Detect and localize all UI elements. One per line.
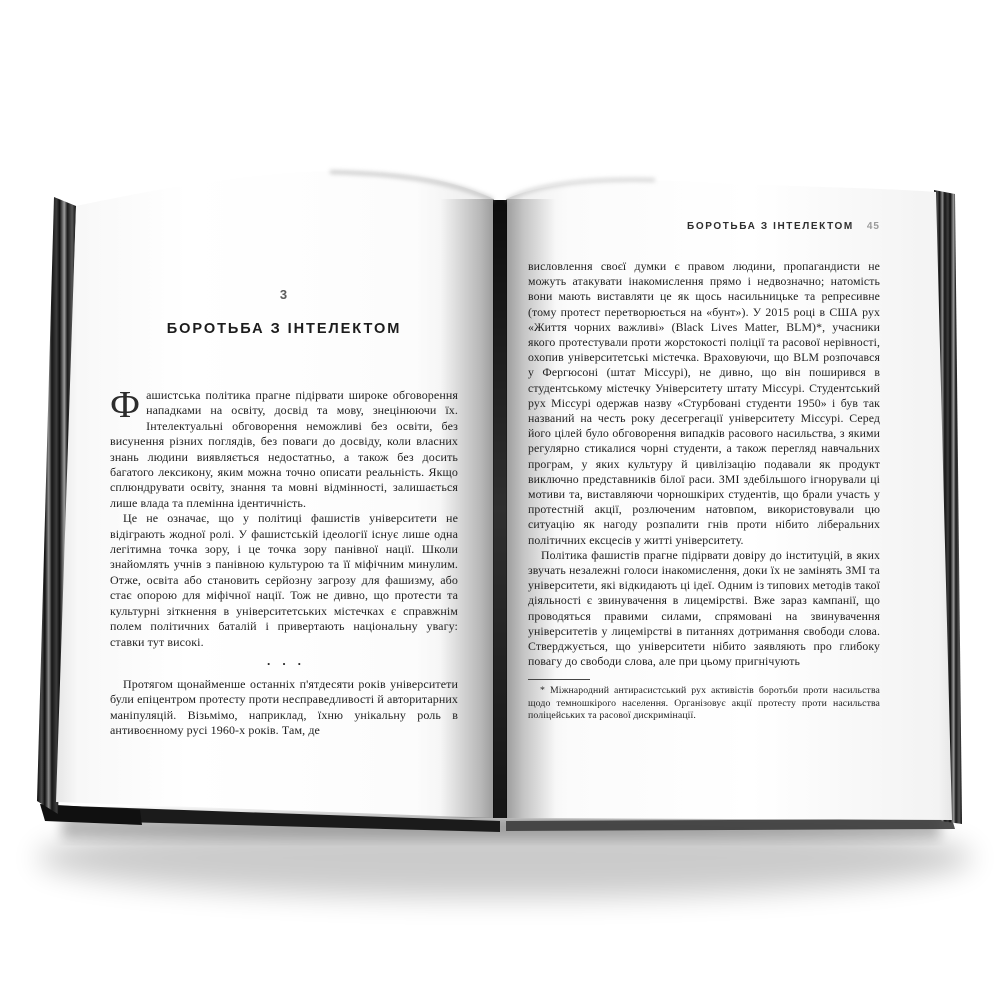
right-page-body xyxy=(528,259,880,669)
page-number: 45 xyxy=(866,221,880,232)
running-header-title: БОРОТЬБА З ІНТЕЛЕКТОМ xyxy=(687,221,854,232)
drop-cap-letter: Ф xyxy=(110,384,141,426)
paragraph xyxy=(110,384,458,511)
paragraph: висловлення своєї думки є правом людини, пропагандисти не можуть атакувати інакомислення прямо і недвозначно; натомість вони мають виставляти це як щось насильницьке та репресивне (тому протест перетворюється на «бунт»). У 2015 році в США рух «Життя чорних важливі» (Black Lives Matter, BLM)*, учасники якого протестували проти жорстокості поліції та расової нерівності, охопив університетські містечка. Враховуючи, що BLM розпочався у Фергюсоні (штат Міссурі), не дивно, що він поширився в студентському містечку Університету штату Міссурі. Студентський рух Міссурі одержав назву «Стурбовані студенти 1950» і був так названий на честь року десегрегації університету Міссурі. Серед його цілей було обговорення випадків расового насильства, з якими регулярно стикалися чорні студенти, а також перегляд навчальних програм, у яких культуру й цивілізацію подавали як продукт виключно представників білої раси. ЗМІ здебільшого ігнорували ці мотиви та, виставляючи чорношкірих студентів, що брали участь у протестній акції, розлюченим натовпом, використовували цю ситуацію як нагоду розпалити гнів проти нібито ліберальних політичних ексцесів у житті університету. xyxy=(528,259,880,547)
footnote-rule xyxy=(528,679,590,680)
section-break-ornament: ··· xyxy=(266,655,313,671)
chapter-number: 3 xyxy=(279,287,289,302)
right-page-content xyxy=(528,221,880,723)
spine-gutter xyxy=(493,200,507,818)
left-page-content xyxy=(110,288,458,739)
left-page-body xyxy=(110,384,458,739)
paragraph: Протягом щонайменше останніх п'ятдесяти років університети були епіцентром протесту проти несправедливості й авторитарних маніпуляцій. Візьмімо, наприклад, їхню унікальну роль в антивоєнному русі 1960-х років. Там, де xyxy=(110,676,458,738)
bottom-edge-right xyxy=(506,819,955,831)
paragraph: Політика фашистів прагне підірвати довіру до інституцій, в яких звучать незалежні голоси інакомислення, доки їх не замінять ЗМІ та університети, які відкидають ці ідеї. Одним із типових методів такої діяльності є звинувачення в лицемірстві. Вже зараз кампанії, що проводяться правими силами, спрямовані на звинувачення університетів у лицемірстві в питаннях дотримання свободи слова. Стверджується, що університети нібито заявляють про глибоку повагу до свободи слова, але при цьому пригнічують xyxy=(528,547,880,669)
footnote xyxy=(528,679,880,722)
footnote-marker: * xyxy=(540,685,545,697)
footnote-text xyxy=(528,685,880,722)
paragraph: Це не означає, що у політиці фашистів університети не відіграють жодної ролі. У фашистській ідеології існує лише одна легітимна точка зору, і це точка зору панівної нації. Школи знайомлять учнів з панівною культурою та її міфічним минулим. Отже, освіта або становить серйозну загрозу для фашизму, або стає опорою для міфічної нації. Тож не дивно, що протести та культурні зіткнення в університетських містечках є справжнім полем політичних баталій і привертають національну увагу: ставки тут високі. xyxy=(110,511,458,649)
footnote-body: Міжнародний антирасистський рух активістів боротьби проти насильства щодо темношкірого населення. Організовує акції протесту проти насильства поліцейських та расової дискримінації. xyxy=(528,685,880,722)
running-header xyxy=(528,221,880,232)
paragraph-text: ашистська політика прагне підірвати широке обговорення нападками на освіту, досвід та мову, знецінюючи їх. Інтелектуальні обговорення неможливі без освіти, без висунення різних поглядів, без поваги до досвіду, коли власних знань людини виявляється недостатньо, а також без досить багатого лексикону, яким можна точно описати реальність. Якщо сплюндрувати освіту, знання та мовні відмінності, залишається лише влада та племінна ідентичність. xyxy=(110,388,458,510)
chapter-title: БОРОТЬБА З ІНТЕЛЕКТОМ xyxy=(166,320,402,337)
